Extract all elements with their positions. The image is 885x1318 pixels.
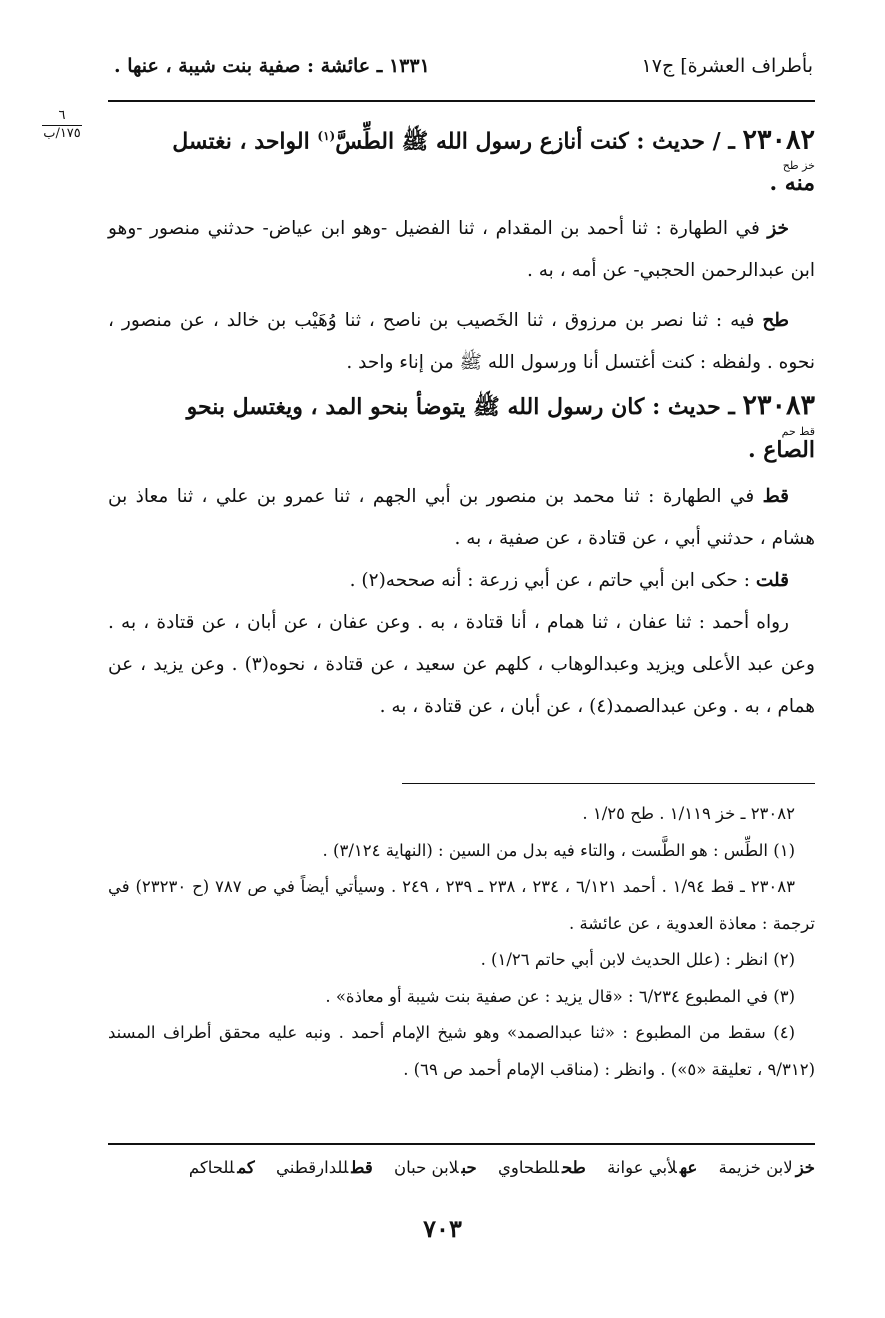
source-paragraph [108,602,815,728]
hadith-title-end: منه . [769,170,815,197]
hadith-sigla: خز طح [782,159,815,173]
footnote: (١) الطِّس : هو الطَّست ، والتاء فيه بدل من السين : (النهاية ٣/١٢٤) . [322,840,795,860]
footnote: (٢) انظر : (علل الحديث لابن أبي حاتم ١/٢٦) . [480,950,795,969]
abbr-name: لابن خزيمة [718,1158,793,1177]
hadith-sep: ـ / [705,128,743,155]
running-header-book: بأطراف العشرة] ج١٧ [641,55,813,77]
hadith-number: ٢٣٠٨٢ [742,124,815,156]
hadith-heading [108,386,815,427]
abbr-name: لأبي عوانة [607,1158,677,1177]
source-text: رواه أحمد : ثنا عفان ، ثنا همام ، أنا قتادة ، به . وعن عفان ، عن أبان ، عن قتادة ، به . وعن عبد الأعلى ويزيد وعبدالوهاب ، كلهم عن سعيد ، عن قتادة ، نحوه(٣) . وعن يزيد ، عن همام ، به . وعن عبدالصمد(٤) ، عن أبان ، عن قتادة ، به . [108,612,815,717]
abbr-code: حب [461,1158,477,1177]
source-text: : حكى ابن أبي حاتم ، عن أبي زرعة : أنه صححه(٢) . [349,570,756,591]
abbr-name: للطحاوي [497,1158,560,1177]
abbr-name: لابن حبان [393,1158,459,1177]
source-text: فيه : ثنا نصر بن مرزوق ، ثنا الخَصيب بن ناصح ، ثنا وُهَيْب بن خالد ، عن منصور ، نحوه . ولفظه : كنت أغتسل أنا ورسول الله ﷺ من إناء واحد . [108,310,815,374]
hadith-title-end: الصاع . [747,437,815,463]
source-sigil: طح [762,310,789,332]
abbr-code: قط [351,1158,373,1177]
abbr-code: طح [562,1158,586,1177]
footnote-rule [402,783,815,784]
header-rule [108,100,815,102]
footnote-ref: (١) [317,129,336,143]
abbr-code: كم [237,1158,255,1177]
abbreviation-rule [108,1143,815,1145]
source-text: في الطهارة : ثنا محمد بن منصور بن أبي الجهم ، ثنا عمرو بن علي ، ثنا معاذ بن هشام ، حدثني أبي ، عن قتادة ، عن صفية ، به . [108,486,815,549]
folio-number: ٦ [42,108,82,126]
source-paragraph [108,300,815,384]
source-sigil: قلت [755,570,789,591]
hadith-23082 [108,116,815,384]
running-header-section: ١٣٣١ ـ عائشة : صفية بنت شيبة ، عنها . [114,55,430,77]
source-sigil: قط [762,486,789,507]
footnote: (٣) في المطبوع ٦/٢٣٤ : «قال يزيد : عن صفية بنت شيبة أو معاذة» . [325,986,795,1006]
hadith-heading [108,116,815,161]
footnote: ٢٣٠٨٣ ـ قط ١/٩٤ . أحمد ٦/١٢١ ، ٢٣٤ ، ٢٣٨ ـ ٢٣٩ ، ٢٤٩ . وسيأتي أيضاً في ص ٧٨٧ (ح ٢٣٢٣٠) في ترجمة : معاذة العدوية ، عن عائشة . [108,877,815,933]
abbr-code: خز [795,1158,815,1177]
source-sigil: خز [767,218,789,240]
footnote: ٢٣٠٨٢ ـ خز ١/١١٩ . طح ١/٢٥ . [582,804,795,823]
footnotes [108,796,815,1088]
hadith-sep: ـ [720,394,743,420]
hadith-23083 [108,386,815,728]
source-text: في الطهارة : ثنا أحمد بن المقدام ، ثنا الفضيل -وهو ابن عياض- حدثني منصور -وهو ابن عبدالرحمن الحجبي- عن أمه ، به . [108,218,815,282]
manuscript-folio-note [32,108,92,142]
footnote: (٤) سقط من المطبوع : «ثنا عبدالصمد» وهو شيخ الإمام أحمد . ونبه عليه محقق أطراف المسند (٩/٣١٢ ، تعليقة «٥») . وانظر : (مناقب الإمام أحمد ص ٦٩) . [108,1023,815,1079]
hadith-number: ٢٣٠٨٣ [742,390,815,421]
abbr-name: للدارقطني [275,1158,349,1177]
hadith-title: حديث : كان رسول الله ﷺ يتوضأ بنحو المد ، ويغتسل بنحو [186,394,721,420]
abbr-name: للحاكم [188,1158,235,1177]
source-paragraph [108,476,815,560]
abbr-code: عه [679,1158,698,1177]
hadith-title-rest: الواحد ، نغتسل [172,128,318,155]
source-paragraph [108,208,815,292]
hadith-title: حديث : كنت أنازع رسول الله ﷺ الطِّسَّ [335,128,706,155]
hadith-sigla: قط حم [781,425,815,438]
page-number: ٧٠٣ [423,1214,462,1243]
folio-leaf: ١٧٥/ب [43,126,81,141]
abbreviation-key [108,1158,815,1177]
source-paragraph [108,560,815,602]
